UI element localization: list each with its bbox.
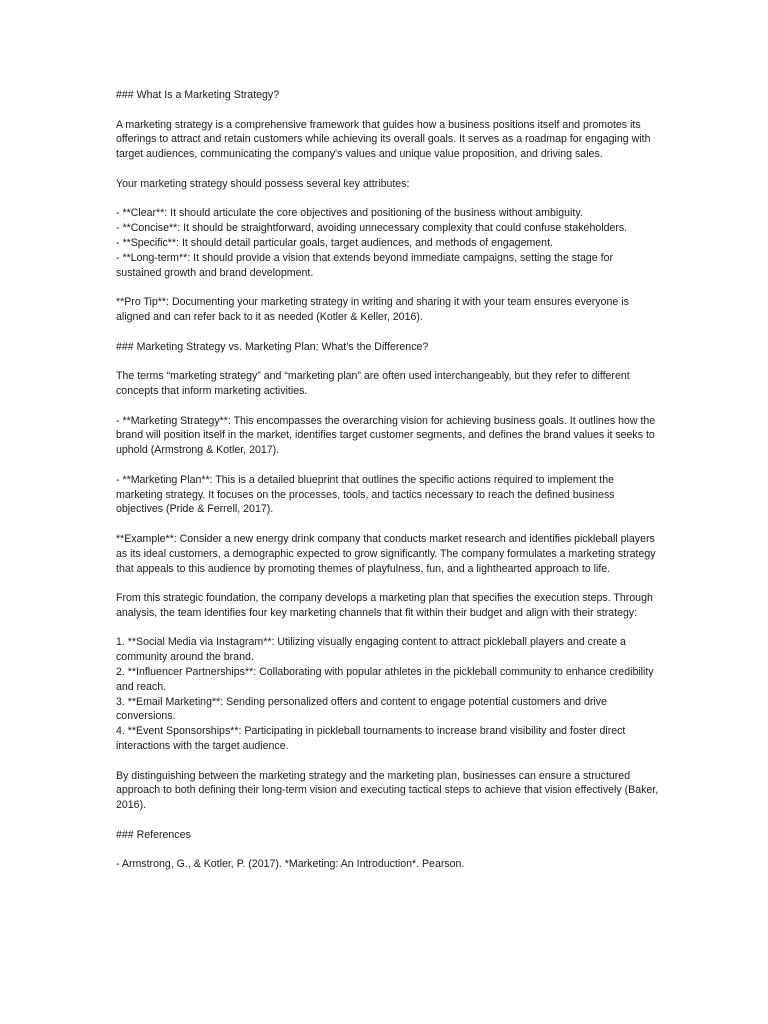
attributes-list (116, 206, 661, 280)
channel-item-social-media: 1. **Social Media via Instagram**: Utilizing visually engaging content to attract pickleball players and create a community around the brand. (116, 636, 626, 664)
references-list (116, 857, 661, 872)
foundation-paragraph: From this strategic foundation, the company develops a marketing plan that specifies the execution steps. Through analysis, the team identifies four key marketing channels that fit within their budget and align with their strategy: (116, 592, 653, 619)
reference-item: - Armstrong, G., & Kotler, P. (2017). *Marketing: An Introduction*. Pearson. (116, 858, 465, 871)
channel-item-email: 3. **Email Marketing**: Sending personalized offers and content to engage potential customers and drive conversions. (116, 695, 607, 723)
section-heading-strategy-vs-plan: ### Marketing Strategy vs. Marketing Plan: What’s the Difference? (116, 340, 429, 353)
terms-intro-paragraph: The terms “marketing strategy” and “marketing plan” are often used interchangeably, but they refer to different concepts that inform marketing activities. (116, 370, 630, 397)
document-body (116, 88, 661, 872)
attributes-lead: Your marketing strategy should possess several key attributes: (116, 177, 410, 190)
channel-item-influencer: 2. **Influencer Partnerships**: Collaborating with popular athletes in the pickleball community to enhance credibility and reach. (116, 666, 654, 693)
attribute-item-clear: - **Clear**: It should articulate the core objectives and positioning of the business without ambiguity. (116, 207, 583, 220)
example-paragraph: **Example**: Consider a new energy drink company that conducts market research and identifies pickleball players as its ideal customers, a demographic expected to grow significantly. The company formulates a marketing strategy that appeals to this audience by promoting themes of playfulness, fun, and a lighthearted approach to life. (116, 532, 656, 575)
conclusion-paragraph: By distinguishing between the marketing strategy and the marketing plan, businesses can ensure a structured approach to both defining their long-term vision and executing tactical steps to achieve that vision effectively (Baker, 2016). (116, 769, 659, 812)
channels-list (116, 635, 661, 753)
plan-definition: - **Marketing Plan**: This is a detailed blueprint that outlines the specific actions required to implement the marketing strategy. It focuses on the processes, tools, and tactics necessary to reach the defined business objectives (Pride & Ferrell, 2017). (116, 473, 615, 516)
attribute-item-concise: - **Concise**: It should be straightforward, avoiding unnecessary complexity that could confuse stakeholders. (116, 222, 628, 235)
attribute-item-long-term: - **Long-term**: It should provide a vision that extends beyond immediate campaigns, setting the stage for sustained growth and brand development. (116, 251, 614, 279)
intro-paragraph: A marketing strategy is a comprehensive framework that guides how a business positions itself and promotes its offerings to attract and retain customers while achieving its overall goals. It serves as a roadmap for engaging with target audiences, communicating the company's values and unique value proposition, and driving sales. (116, 118, 651, 161)
attribute-item-specific: - **Specific**: It should detail particular goals, target audiences, and methods of engagement. (116, 236, 553, 249)
section-heading-what-is-strategy: ### What Is a Marketing Strategy? (116, 89, 280, 101)
strategy-definition: - **Marketing Strategy**: This encompasses the overarching vision for achieving business goals. It outlines how the brand will position itself in the market, identifies target customer segments, and defines the brand values it seeks to uphold (Armstrong & Kotler, 2017). (116, 414, 656, 457)
pro-tip-paragraph: **Pro Tip**: Documenting your marketing strategy in writing and sharing it with your team ensures everyone is aligned and can refer back to it as needed (Kotler & Keller, 2016). (116, 296, 629, 323)
channel-item-events: 4. **Event Sponsorships**: Participating in pickleball tournaments to increase brand visibility and foster direct interactions with the target audience. (116, 725, 626, 753)
section-heading-references: ### References (116, 828, 191, 841)
